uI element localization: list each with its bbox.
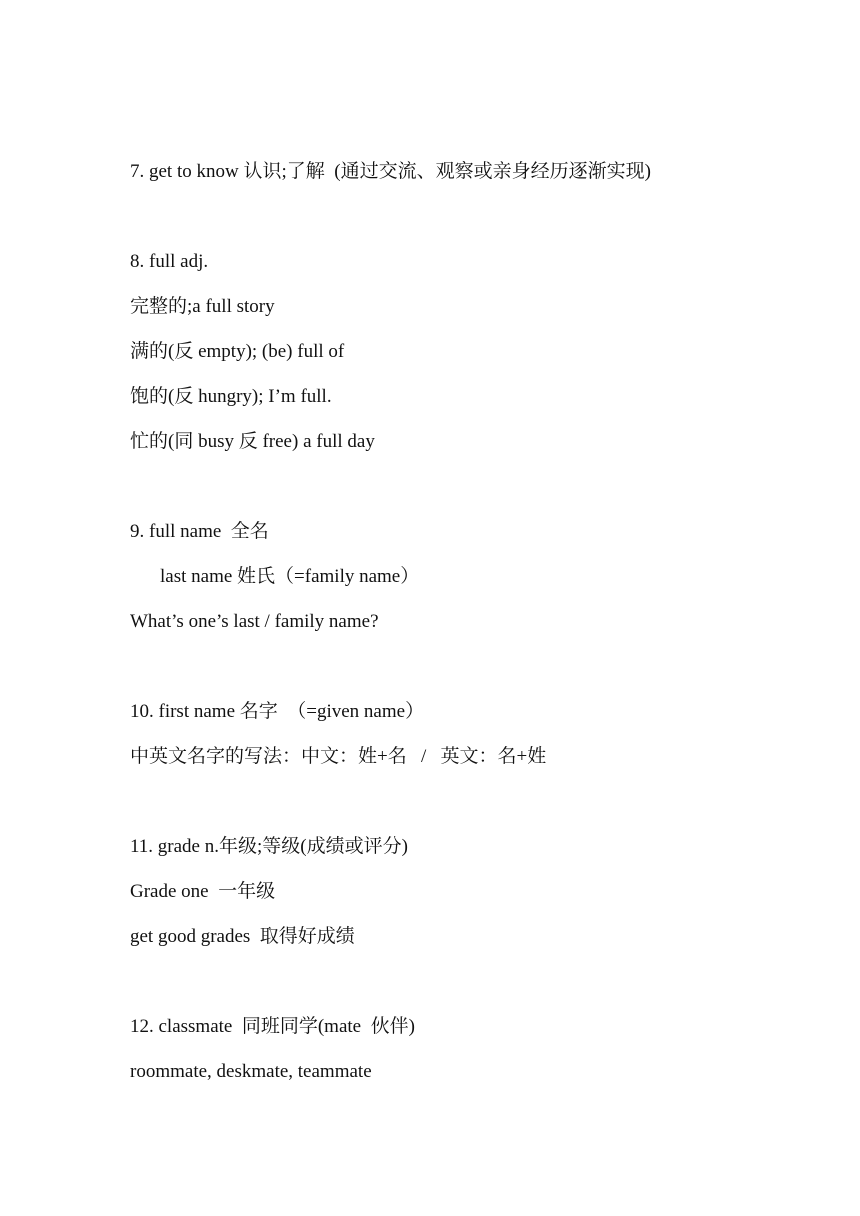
entry-10-line: 中英文名字的写法：中文：姓+名 / 英文：名+姓 xyxy=(130,746,547,767)
entry-9-line: What’s one’s last / family name? xyxy=(130,611,379,632)
entry-8-line: 完整的;a full story xyxy=(130,296,275,317)
entry-11-line: get good grades 取得好成绩 xyxy=(130,926,355,947)
entry-7-heading: 7. get to know 认识;了解 (通过交流、观察或亲身经历逐渐实现) xyxy=(130,161,651,182)
entry-8-heading: 8. full adj. xyxy=(130,251,209,272)
entry-11-line: Grade one 一年级 xyxy=(130,881,276,902)
entry-12-line: roommate, deskmate, teammate xyxy=(130,1061,372,1082)
entry-11-heading: 11. grade n.年级;等级(成绩或评分) xyxy=(130,836,408,857)
entry-9-line: last name 姓氏（=family name） xyxy=(160,566,420,587)
entry-8-line: 饱的(反 hungry); I’m full. xyxy=(130,386,332,407)
entry-8-line: 满的(反 empty); (be) full of xyxy=(130,341,345,362)
entry-8-line: 忙的(同 busy 反 free) a full day xyxy=(130,431,375,452)
entry-12-heading: 12. classmate 同班同学(mate 伙伴) xyxy=(130,1016,415,1037)
entry-9-heading: 9. full name 全名 xyxy=(130,521,269,542)
entry-10-heading: 10. first name 名字 （=given name） xyxy=(130,701,425,722)
